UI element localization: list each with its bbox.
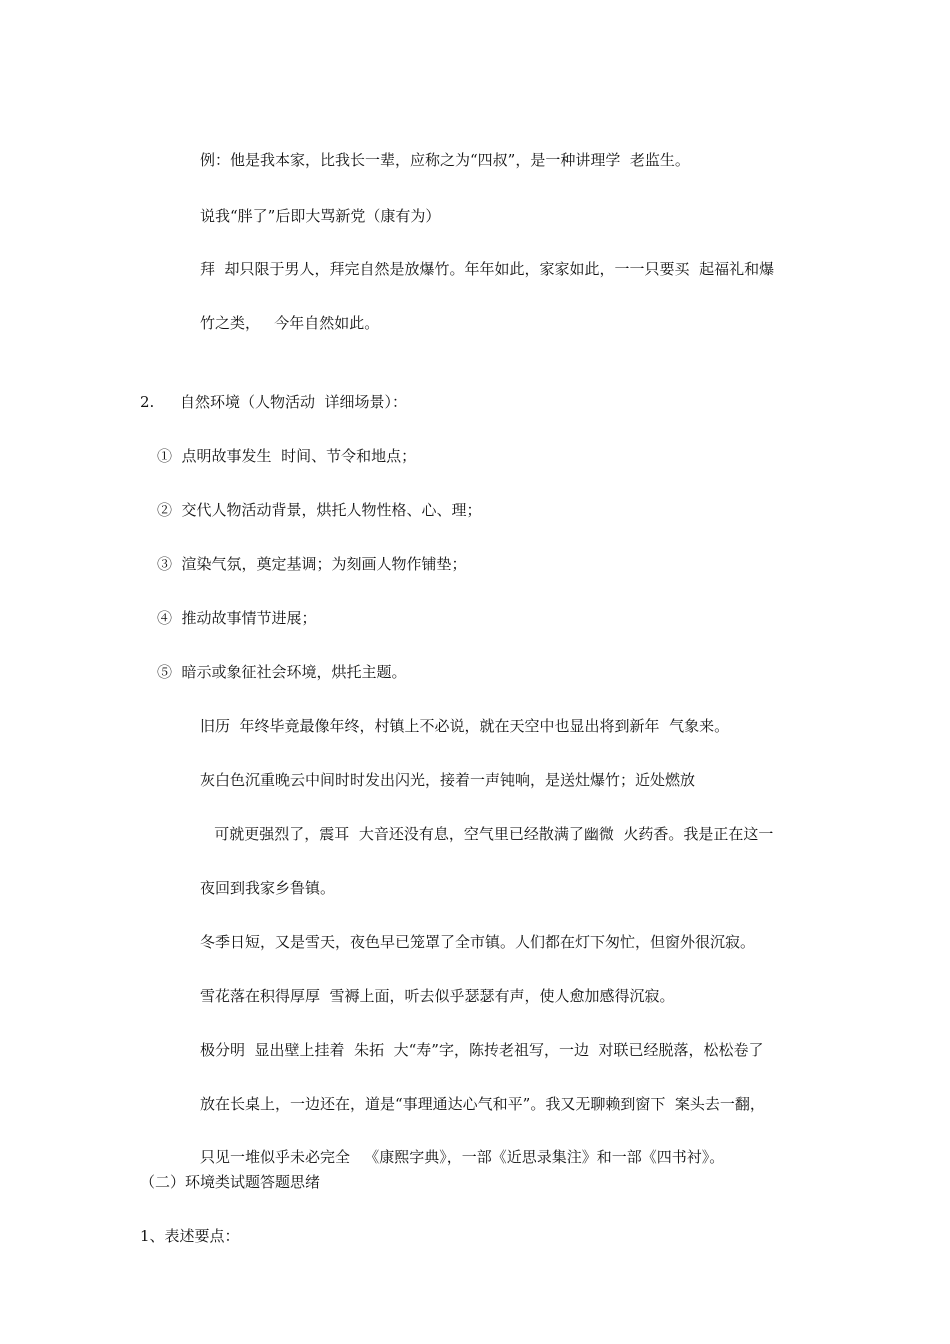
scene-line-6: 雪花落在积得厚厚 雪褥上面，听去似乎瑟瑟有声，使人愈加感得沉寂。 bbox=[200, 987, 675, 1005]
section-heading-two: （二）环境类试题答题思绪 bbox=[140, 1173, 321, 1191]
example-line-4: 竹之类， 今年自然如此。 bbox=[200, 314, 380, 332]
point-5: ⑤ 暗示或象征社会环境，烘托主题。 bbox=[157, 663, 407, 681]
scene-line-5: 冬季日短，又是雪天，夜色早已笼罩了全市镇。人们都在灯下匆忙，但窗外很沉寂。 bbox=[200, 933, 756, 951]
scene-line-1: 旧历 年终毕竟最像年终，村镇上不必说，就在天空中也显出将到新年 气象来。 bbox=[200, 717, 730, 735]
point-1: ① 点明故事发生 时间、节令和地点； bbox=[157, 447, 417, 465]
scene-line-2: 灰白色沉重晚云中间时时发出闪光，接着一声钝响，是送灶爆竹；近处燃放 bbox=[200, 771, 696, 789]
point-3: ③ 渲染气氛，奠定基调；为刻画人物作铺垫； bbox=[157, 555, 467, 573]
section-2-number: 2. bbox=[140, 393, 155, 411]
point-4: ④ 推动故事情节进展； bbox=[157, 609, 317, 627]
scene-line-8: 放在长桌上，一边还在，道是“事理通达心气和平”。我又无聊赖到窗下 案头去一翻， bbox=[200, 1095, 765, 1113]
point-2: ② 交代人物活动背景，烘托人物性格、心、理； bbox=[157, 501, 482, 519]
example-line-1: 例：他是我本家，比我长一辈，应称之为“四叔”，是一种讲理学 老监生。 bbox=[200, 151, 690, 169]
scene-line-4: 夜回到我家乡鲁镇。 bbox=[200, 879, 336, 897]
example-line-3: 拜 却只限于男人，拜完自然是放爆竹。年年如此，家家如此，一一只要买 起福礼和爆 bbox=[200, 260, 775, 278]
section-heading-one: 1、表述要点： bbox=[140, 1227, 240, 1245]
scene-line-9: 只见一堆似乎未必完全 《康熙字典》，一部《近思录集注》和一部《四书衬》。 bbox=[200, 1148, 725, 1166]
example-line-2: 说我“胖了”后即大骂新党（康有为） bbox=[200, 207, 441, 225]
scene-line-3: 可就更强烈了，震耳 大音还没有息，空气里已经散满了幽微 火药香。我是正在这一 bbox=[200, 825, 774, 843]
section-2-title: 自然环境（人物活动 详细场景）： bbox=[180, 393, 408, 411]
scene-line-7: 极分明 显出壁上挂着 朱拓 大“寿”字，陈抟老祖写，一边 对联已经脱落，松松卷了 bbox=[200, 1041, 764, 1059]
